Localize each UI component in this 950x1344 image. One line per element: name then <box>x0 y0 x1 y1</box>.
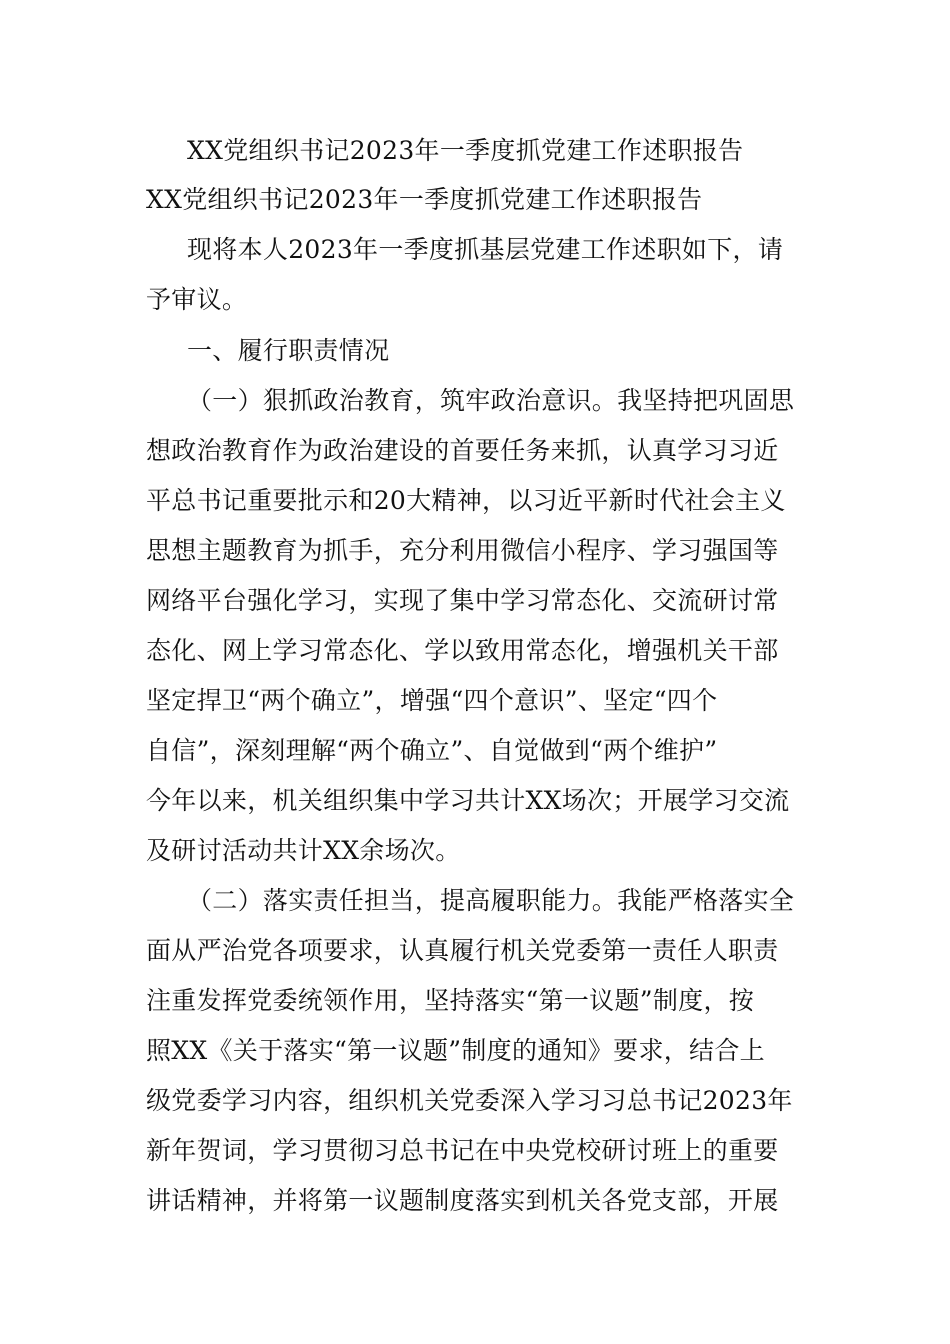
body-line: 今年以来，机关组织集中学习共计XX场次；开展学习交流 <box>146 786 790 815</box>
body-line: 及研讨活动共计XX余场次。 <box>146 836 461 865</box>
body-line: 网络平台强化学习，实现了集中学习常态化、交流研讨常 <box>146 586 779 615</box>
body-line: 想政治教育作为政治建设的首要任务来抓，认真学习习近 <box>146 436 779 465</box>
body-line: （一）狠抓政治教育，筑牢政治意识。我坚持把巩固思 <box>187 386 795 415</box>
body-line: 面从严治党各项要求，认真履行机关党委第一责任人职责 <box>146 936 779 965</box>
body-line: 注重发挥党委统领作用，坚持落实“第一议题”制度，按 <box>146 986 755 1015</box>
body-line: 坚定捍卫“两个确立”，增强“四个意识”、坚定“四个 <box>146 686 718 715</box>
body-line: 自信”，深刻理解“两个确立”、自觉做到“两个维护” <box>146 736 718 765</box>
body-line: 平总书记重要批示和20大精神，以习近平新时代社会主义 <box>146 486 786 515</box>
body-line: 予审议。 <box>146 285 248 314</box>
body-line: 照XX《关于落实“第一议题”制度的通知》要求，结合上 <box>146 1036 765 1065</box>
document-subtitle: XX党组织书记2023年一季度抓党建工作述职报告 <box>146 185 703 214</box>
body-line: 思想主题教育为抓手，充分利用微信小程序、学习强国等 <box>146 536 779 565</box>
body-line: 态化、网上学习常态化、学以致用常态化，增强机关干部 <box>146 636 779 665</box>
body-line: 讲话精神，并将第一议题制度落实到机关各党支部，开展 <box>146 1186 779 1215</box>
body-line: （二）落实责任担当，提高履职能力。我能严格落实全 <box>187 886 795 915</box>
section-heading: 一、履行职责情况 <box>187 336 390 365</box>
document-title: XX党组织书记2023年一季度抓党建工作述职报告 <box>187 136 744 165</box>
body-line: 新年贺词，学习贯彻习总书记在中央党校研讨班上的重要 <box>146 1136 779 1165</box>
body-line: 级党委学习内容，组织机关党委深入学习习总书记2023年 <box>146 1086 793 1115</box>
body-line: 现将本人2023年一季度抓基层党建工作述职如下，请 <box>187 235 784 264</box>
